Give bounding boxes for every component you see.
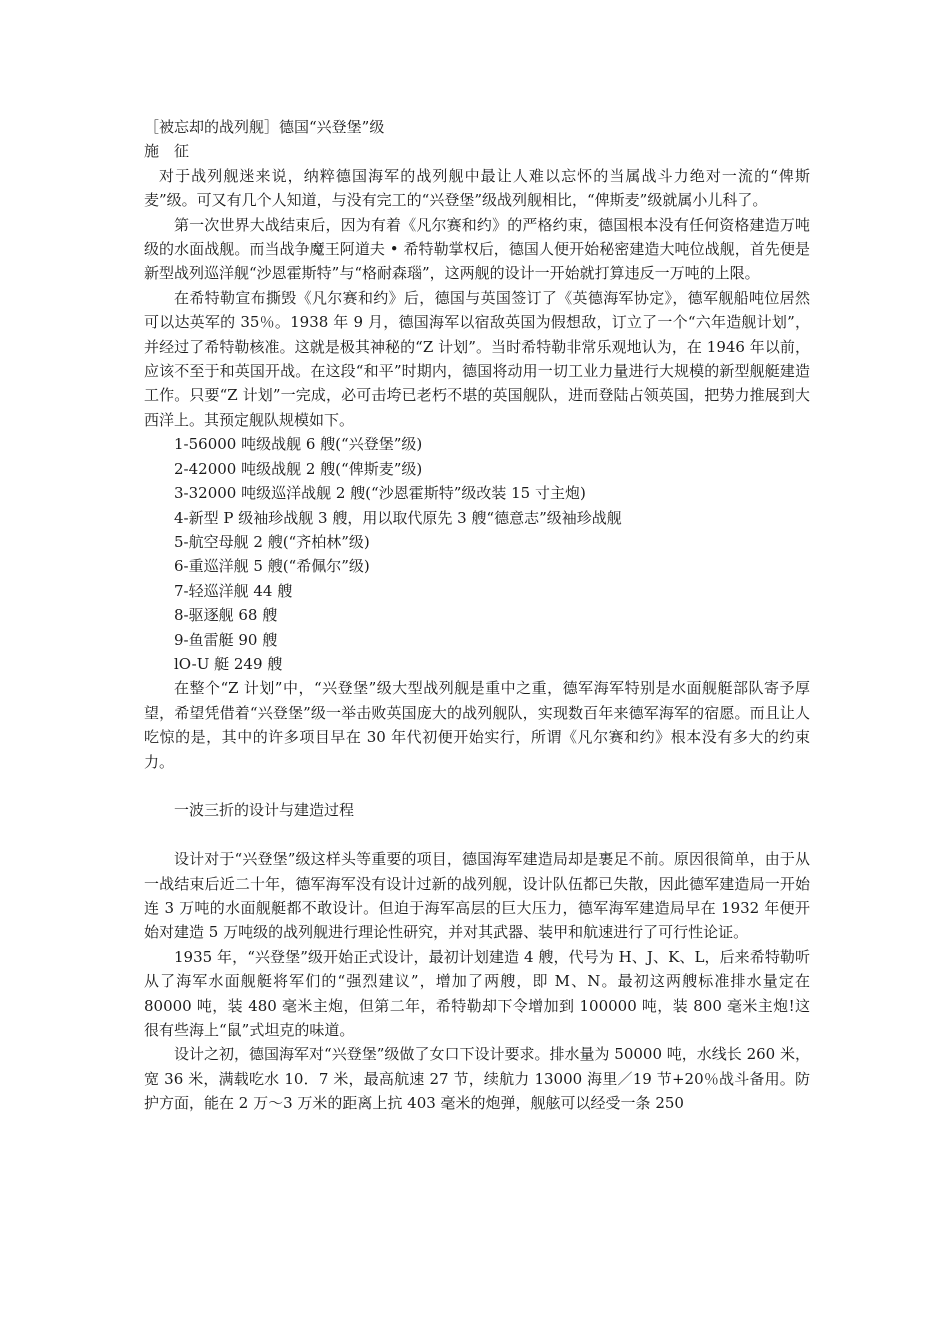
list-item: 8-驱逐舰 68 艘 (174, 606, 278, 625)
list-item: 5-航空母舰 2 艘(“齐柏林”级) (174, 532, 370, 551)
list-item: 2-42000 吨级战舰 2 艘(“俾斯麦”级) (174, 459, 423, 478)
intro-paragraph-3: 在希特勒宣布撕毁《凡尔赛和约》后，德国与英国签订了《英德海军协定》，德军舰船吨位居然可以达英军的 35％。1938 年 9 月，德国海军以宿敌英国为假想敌，订立了一个“六年造舰计划”，并经过了希特勒核准。这就是极其神秘的“Z 计划”。当时希特勒非常乐观地认为，在 1946 年以前，应该不至于和英国开战。在这段“和平”时期内，德国将动用一切工业力量进行大规模的新型舰艇建造工作。只要“Z 计划”一完成，必可击垮已老朽不堪的英国舰队，进而登陆占领英国，把势力推展到大西洋上。其预定舰队规模如下。 (144, 288, 810, 429)
document-title: ［被忘却的战列舰］德国“兴登堡”级 (144, 118, 385, 136)
intro-paragraph-1: 对于战列舰迷来说，纳粹德国海军的战列舰中最让人难以忘怀的当属战斗力绝对一流的“俾斯麦”级。可又有几个人知道，与没有完工的“兴登堡”级战列舰相比，“俾斯麦”级就属小儿科了。 (144, 166, 810, 210)
list-item: lO-U 艇 249 艘 (174, 654, 283, 673)
section-paragraph-1: 设计对于“兴登堡”级这样头等重要的项目，德国海军建造局却是裹足不前。原因很简单，由于从一战结束后近二十年，德军海军没有设计过新的战列舰，设计队伍都已失散，因此德军建造局一开始连 3 万吨的水面舰艇都不敢设计。但迫于海军高层的巨大压力，德军海军建造局早在 1932 年便开始对建造 5 万吨级的战列舰进行理论性研究，并对其武器、装甲和航速进行了可行性论证。 (144, 850, 810, 942)
list-item: 1-56000 吨级战舰 6 艘(“兴登堡”级) (174, 435, 423, 454)
list-item: 7-轻巡洋舰 44 艘 (174, 581, 293, 600)
list-item: 6-重巡洋舰 5 艘(“希佩尔”级) (174, 557, 370, 576)
list-item: 3-32000 吨级巡洋战舰 2 艘(“沙恩霍斯特”级改装 15 寸主炮) (174, 484, 586, 503)
intro-paragraph-2: 第一次世界大战结束后，因为有着《凡尔赛和约》的严格约束，德国根本没有任何资格建造万吨级的水面战舰。而当战争魔王阿道夫 • 希特勒掌权后，德国人便开始秘密建造大吨位战舰，首先便是新型战列巡洋舰“沙恩霍斯特”与“格耐森瑙”，这两舰的设计一开始就打算违反一万吨的上限。 (144, 215, 810, 283)
document-author: 施 征 (144, 142, 190, 161)
list-item: 4-新型 P 级袖珍战舰 3 艘，用以取代原先 3 艘“德意志”级袖珍战舰 (174, 508, 622, 527)
section-paragraph-3: 设计之初，德国海军对“兴登堡”级做了女口下设计要求。排水量为 50000 吨，水线长 260 米，宽 36 米，满载吃水 10．7 米，最高航速 27 节，续航力 13000 海里／19 节+20％战斗备用。防护方面，能在 2 万～3 万米的距离上抗 403 毫米的炮弹，舰舷可以经受一条 250 (144, 1045, 810, 1113)
section-paragraph-2: 1935 年，“兴登堡”级开始正式设计，最初计划建造 4 艘，代号为 H、J、K、L，后来希特勒听从了海军水面舰艇将军们的“强烈建议”，增加了两艘，即 M、N。最初这两艘标准排水量定在 80000 吨，装 480 毫米主炮，但第二年，希特勒却下令增加到 100000 吨，装 800 毫米主炮!这很有些海上“鼠”式坦克的味道。 (144, 947, 810, 1039)
document-page (144, 115, 810, 1116)
fleet-plan-list (144, 432, 810, 676)
spacer (144, 774, 810, 798)
spacer (144, 823, 810, 847)
section-heading: 一波三折的设计与建造过程 (174, 801, 355, 820)
list-item: 9-鱼雷艇 90 艘 (174, 630, 278, 649)
after-plan-paragraph: 在整个“Z 计划”中，“兴登堡”级大型战列舰是重中之重，德军海军特别是水面舰艇部队寄予厚望，希望凭借着“兴登堡”级一举击败英国庞大的战列舰队，实现数百年来德军海军的宿愿。而且让人吃惊的是，其中的许多项目早在 30 年代初便开始实行，所谓《凡尔赛和约》根本没有多大的约束力。 (144, 679, 810, 771)
